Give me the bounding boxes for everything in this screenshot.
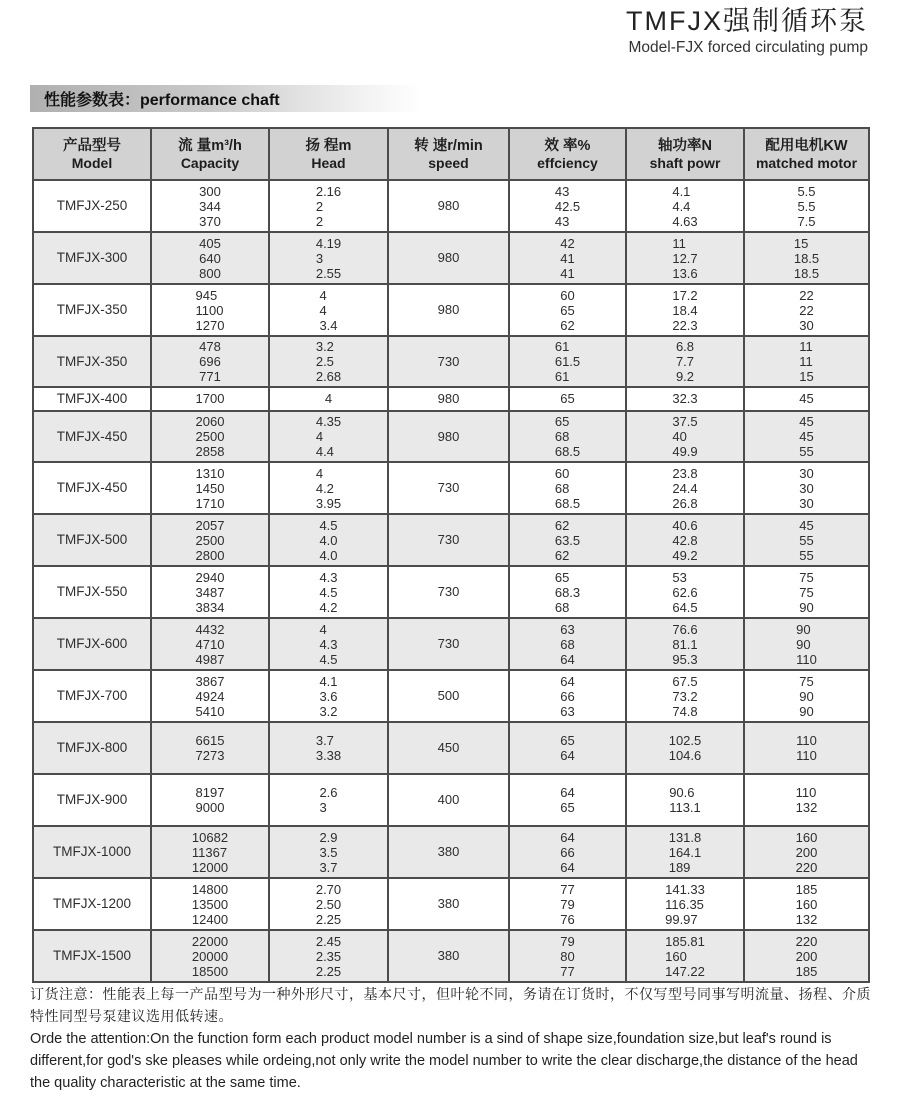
cell-capacity: 1310 1450 1710	[151, 462, 269, 514]
cell-speed: 980	[388, 284, 509, 336]
cell-efficiency: 62 63.5 62	[509, 514, 626, 566]
cell-efficiency: 64 66 64	[509, 826, 626, 878]
cell-motor: 110 132	[744, 774, 869, 826]
cell-speed: 980	[388, 232, 509, 284]
page-title-block	[626, 5, 868, 58]
table-row	[33, 618, 869, 670]
column-header-5: 轴功率N shaft powr	[626, 128, 744, 180]
cell-model: TMFJX-550	[33, 566, 151, 618]
cell-motor: 110 110	[744, 722, 869, 774]
cell-speed: 730	[388, 336, 509, 387]
cell-head: 4.3 4.5 4.2	[269, 566, 388, 618]
cell-capacity: 3867 4924 5410	[151, 670, 269, 722]
cell-model: TMFJX-450	[33, 462, 151, 514]
table-row	[33, 411, 869, 462]
cell-capacity: 8197 9000	[151, 774, 269, 826]
cell-speed: 380	[388, 930, 509, 982]
column-header-4: 效 率% effciency	[509, 128, 626, 180]
cell-efficiency: 65 68.3 68	[509, 566, 626, 618]
column-header-0: 产品型号 Model	[33, 128, 151, 180]
cell-efficiency: 64 65	[509, 774, 626, 826]
cell-head: 4.19 3 2.55	[269, 232, 388, 284]
cell-speed: 730	[388, 514, 509, 566]
cell-efficiency: 63 68 64	[509, 618, 626, 670]
cell-motor: 185 160 132	[744, 878, 869, 930]
cell-motor: 45 45 55	[744, 411, 869, 462]
cell-motor: 90 90 110	[744, 618, 869, 670]
cell-shaft-power: 32.3	[626, 387, 744, 411]
cell-motor: 5.5 5.5 7.5	[744, 180, 869, 232]
cell-shaft-power: 11 12.7 13.6	[626, 232, 744, 284]
cell-capacity: 478 696 771	[151, 336, 269, 387]
table-row	[33, 826, 869, 878]
cell-efficiency: 43 42.5 43	[509, 180, 626, 232]
cell-shaft-power: 6.8 7.7 9.2	[626, 336, 744, 387]
cell-model: TMFJX-900	[33, 774, 151, 826]
cell-efficiency: 65	[509, 387, 626, 411]
cell-model: TMFJX-800	[33, 722, 151, 774]
column-header-2: 扬 程m Head	[269, 128, 388, 180]
cell-model: TMFJX-1500	[33, 930, 151, 982]
cell-model: TMFJX-500	[33, 514, 151, 566]
cell-head: 2.45 2.35 2.25	[269, 930, 388, 982]
cell-head: 2.6 3	[269, 774, 388, 826]
cell-shaft-power: 17.2 18.4 22.3	[626, 284, 744, 336]
table-row	[33, 336, 869, 387]
cell-model: TMFJX-1000	[33, 826, 151, 878]
cell-head: 4.35 4 4.4	[269, 411, 388, 462]
cell-motor: 75 90 90	[744, 670, 869, 722]
table-row	[33, 774, 869, 826]
cell-speed: 400	[388, 774, 509, 826]
cell-efficiency: 77 79 76	[509, 878, 626, 930]
cell-motor: 11 11 15	[744, 336, 869, 387]
table-row	[33, 566, 869, 618]
cell-motor: 75 75 90	[744, 566, 869, 618]
cell-model: TMFJX-450	[33, 411, 151, 462]
cell-efficiency: 60 68 68.5	[509, 462, 626, 514]
table-row	[33, 232, 869, 284]
cell-speed: 730	[388, 618, 509, 670]
table-row	[33, 462, 869, 514]
cell-shaft-power: 90.6 113.1	[626, 774, 744, 826]
note-english: Orde the attention:On the function form each product model number is a sind of shape size,foundation size,but leaf's round is different,for god's ske pleases while ordeing,not only write the model number to write the clear discharge,the distance of the head the quality characteristic at the same time.	[30, 1031, 858, 1091]
cell-head: 3.2 2.5 2.68	[269, 336, 388, 387]
cell-speed: 450	[388, 722, 509, 774]
cell-motor: 45 55 55	[744, 514, 869, 566]
cell-shaft-power: 53 62.6 64.5	[626, 566, 744, 618]
cell-capacity: 405 640 800	[151, 232, 269, 284]
cell-model: TMFJX-700	[33, 670, 151, 722]
column-header-3: 转 速r/min speed	[388, 128, 509, 180]
cell-shaft-power: 131.8 164.1 189	[626, 826, 744, 878]
cell-capacity: 2057 2500 2800	[151, 514, 269, 566]
cell-model: TMFJX-350	[33, 336, 151, 387]
cell-shaft-power: 102.5 104.6	[626, 722, 744, 774]
cell-efficiency: 65 64	[509, 722, 626, 774]
cell-shaft-power: 23.8 24.4 26.8	[626, 462, 744, 514]
cell-efficiency: 64 66 63	[509, 670, 626, 722]
cell-head: 4.1 3.6 3.2	[269, 670, 388, 722]
section-heading-bar	[30, 85, 422, 112]
cell-shaft-power: 141.33 116.35 99.97	[626, 878, 744, 930]
cell-efficiency: 65 68 68.5	[509, 411, 626, 462]
cell-speed: 730	[388, 462, 509, 514]
cell-head: 2.9 3.5 3.7	[269, 826, 388, 878]
column-header-1: 流 量m³/h Capacity	[151, 128, 269, 180]
cell-efficiency: 79 80 77	[509, 930, 626, 982]
cell-shaft-power: 40.6 42.8 49.2	[626, 514, 744, 566]
cell-capacity: 2060 2500 2858	[151, 411, 269, 462]
cell-shaft-power: 37.5 40 49.9	[626, 411, 744, 462]
cell-motor: 160 200 220	[744, 826, 869, 878]
cell-speed: 730	[388, 566, 509, 618]
table-row	[33, 722, 869, 774]
cell-shaft-power: 4.1 4.4 4.63	[626, 180, 744, 232]
cell-head: 2.16 2 2	[269, 180, 388, 232]
page-subtitle: Model-FJX forced circulating pump	[628, 39, 868, 56]
cell-motor: 45	[744, 387, 869, 411]
cell-capacity: 6615 7273	[151, 722, 269, 774]
cell-capacity: 300 344 370	[151, 180, 269, 232]
footer-notes	[30, 983, 878, 1094]
cell-speed: 380	[388, 826, 509, 878]
table-row	[33, 670, 869, 722]
cell-head: 4 4 3.4	[269, 284, 388, 336]
table-head-row	[33, 128, 869, 180]
cell-capacity: 14800 13500 12400	[151, 878, 269, 930]
cell-speed: 380	[388, 878, 509, 930]
cell-efficiency: 42 41 41	[509, 232, 626, 284]
note-chinese: 订货注意：性能表上每一产品型号为一种外形尺寸，基本尺寸，但叶轮不同，务请在订货时，不仅写型号同事写明流量、扬程、介质特性同型号泵建议选用低转速。	[30, 986, 871, 1024]
table-row	[33, 387, 869, 411]
cell-motor: 30 30 30	[744, 462, 869, 514]
cell-speed: 980	[388, 387, 509, 411]
cell-speed: 980	[388, 411, 509, 462]
cell-shaft-power: 67.5 73.2 74.8	[626, 670, 744, 722]
cell-capacity: 2940 3487 3834	[151, 566, 269, 618]
cell-motor: 22 22 30	[744, 284, 869, 336]
cell-capacity: 10682 11367 12000	[151, 826, 269, 878]
cell-model: TMFJX-300	[33, 232, 151, 284]
performance-table	[32, 127, 870, 983]
cell-head: 3.7 3.38	[269, 722, 388, 774]
page-title: TMFJX强制循环泵	[626, 6, 868, 36]
table-row	[33, 180, 869, 232]
table-row	[33, 930, 869, 982]
cell-efficiency: 61 61.5 61	[509, 336, 626, 387]
column-header-6: 配用电机KW matched motor	[744, 128, 869, 180]
cell-model: TMFJX-400	[33, 387, 151, 411]
table-row	[33, 284, 869, 336]
cell-capacity: 22000 20000 18500	[151, 930, 269, 982]
cell-model: TMFJX-350	[33, 284, 151, 336]
section-heading: 性能参数表：performance chaft	[44, 92, 280, 109]
cell-head: 4 4.2 3.95	[269, 462, 388, 514]
cell-speed: 980	[388, 180, 509, 232]
cell-head: 2.70 2.50 2.25	[269, 878, 388, 930]
table-row	[33, 514, 869, 566]
cell-shaft-power: 76.6 81.1 95.3	[626, 618, 744, 670]
cell-model: TMFJX-1200	[33, 878, 151, 930]
cell-capacity: 945 1100 1270	[151, 284, 269, 336]
cell-efficiency: 60 65 62	[509, 284, 626, 336]
cell-shaft-power: 185.81 160 147.22	[626, 930, 744, 982]
cell-motor: 220 200 185	[744, 930, 869, 982]
cell-model: TMFJX-250	[33, 180, 151, 232]
performance-table-wrapper	[32, 127, 868, 983]
cell-head: 4.5 4.0 4.0	[269, 514, 388, 566]
cell-capacity: 1700	[151, 387, 269, 411]
cell-speed: 500	[388, 670, 509, 722]
cell-capacity: 4432 4710 4987	[151, 618, 269, 670]
cell-head: 4 4.3 4.5	[269, 618, 388, 670]
table-row	[33, 878, 869, 930]
cell-motor: 15 18.5 18.5	[744, 232, 869, 284]
cell-model: TMFJX-600	[33, 618, 151, 670]
cell-head: 4	[269, 387, 388, 411]
